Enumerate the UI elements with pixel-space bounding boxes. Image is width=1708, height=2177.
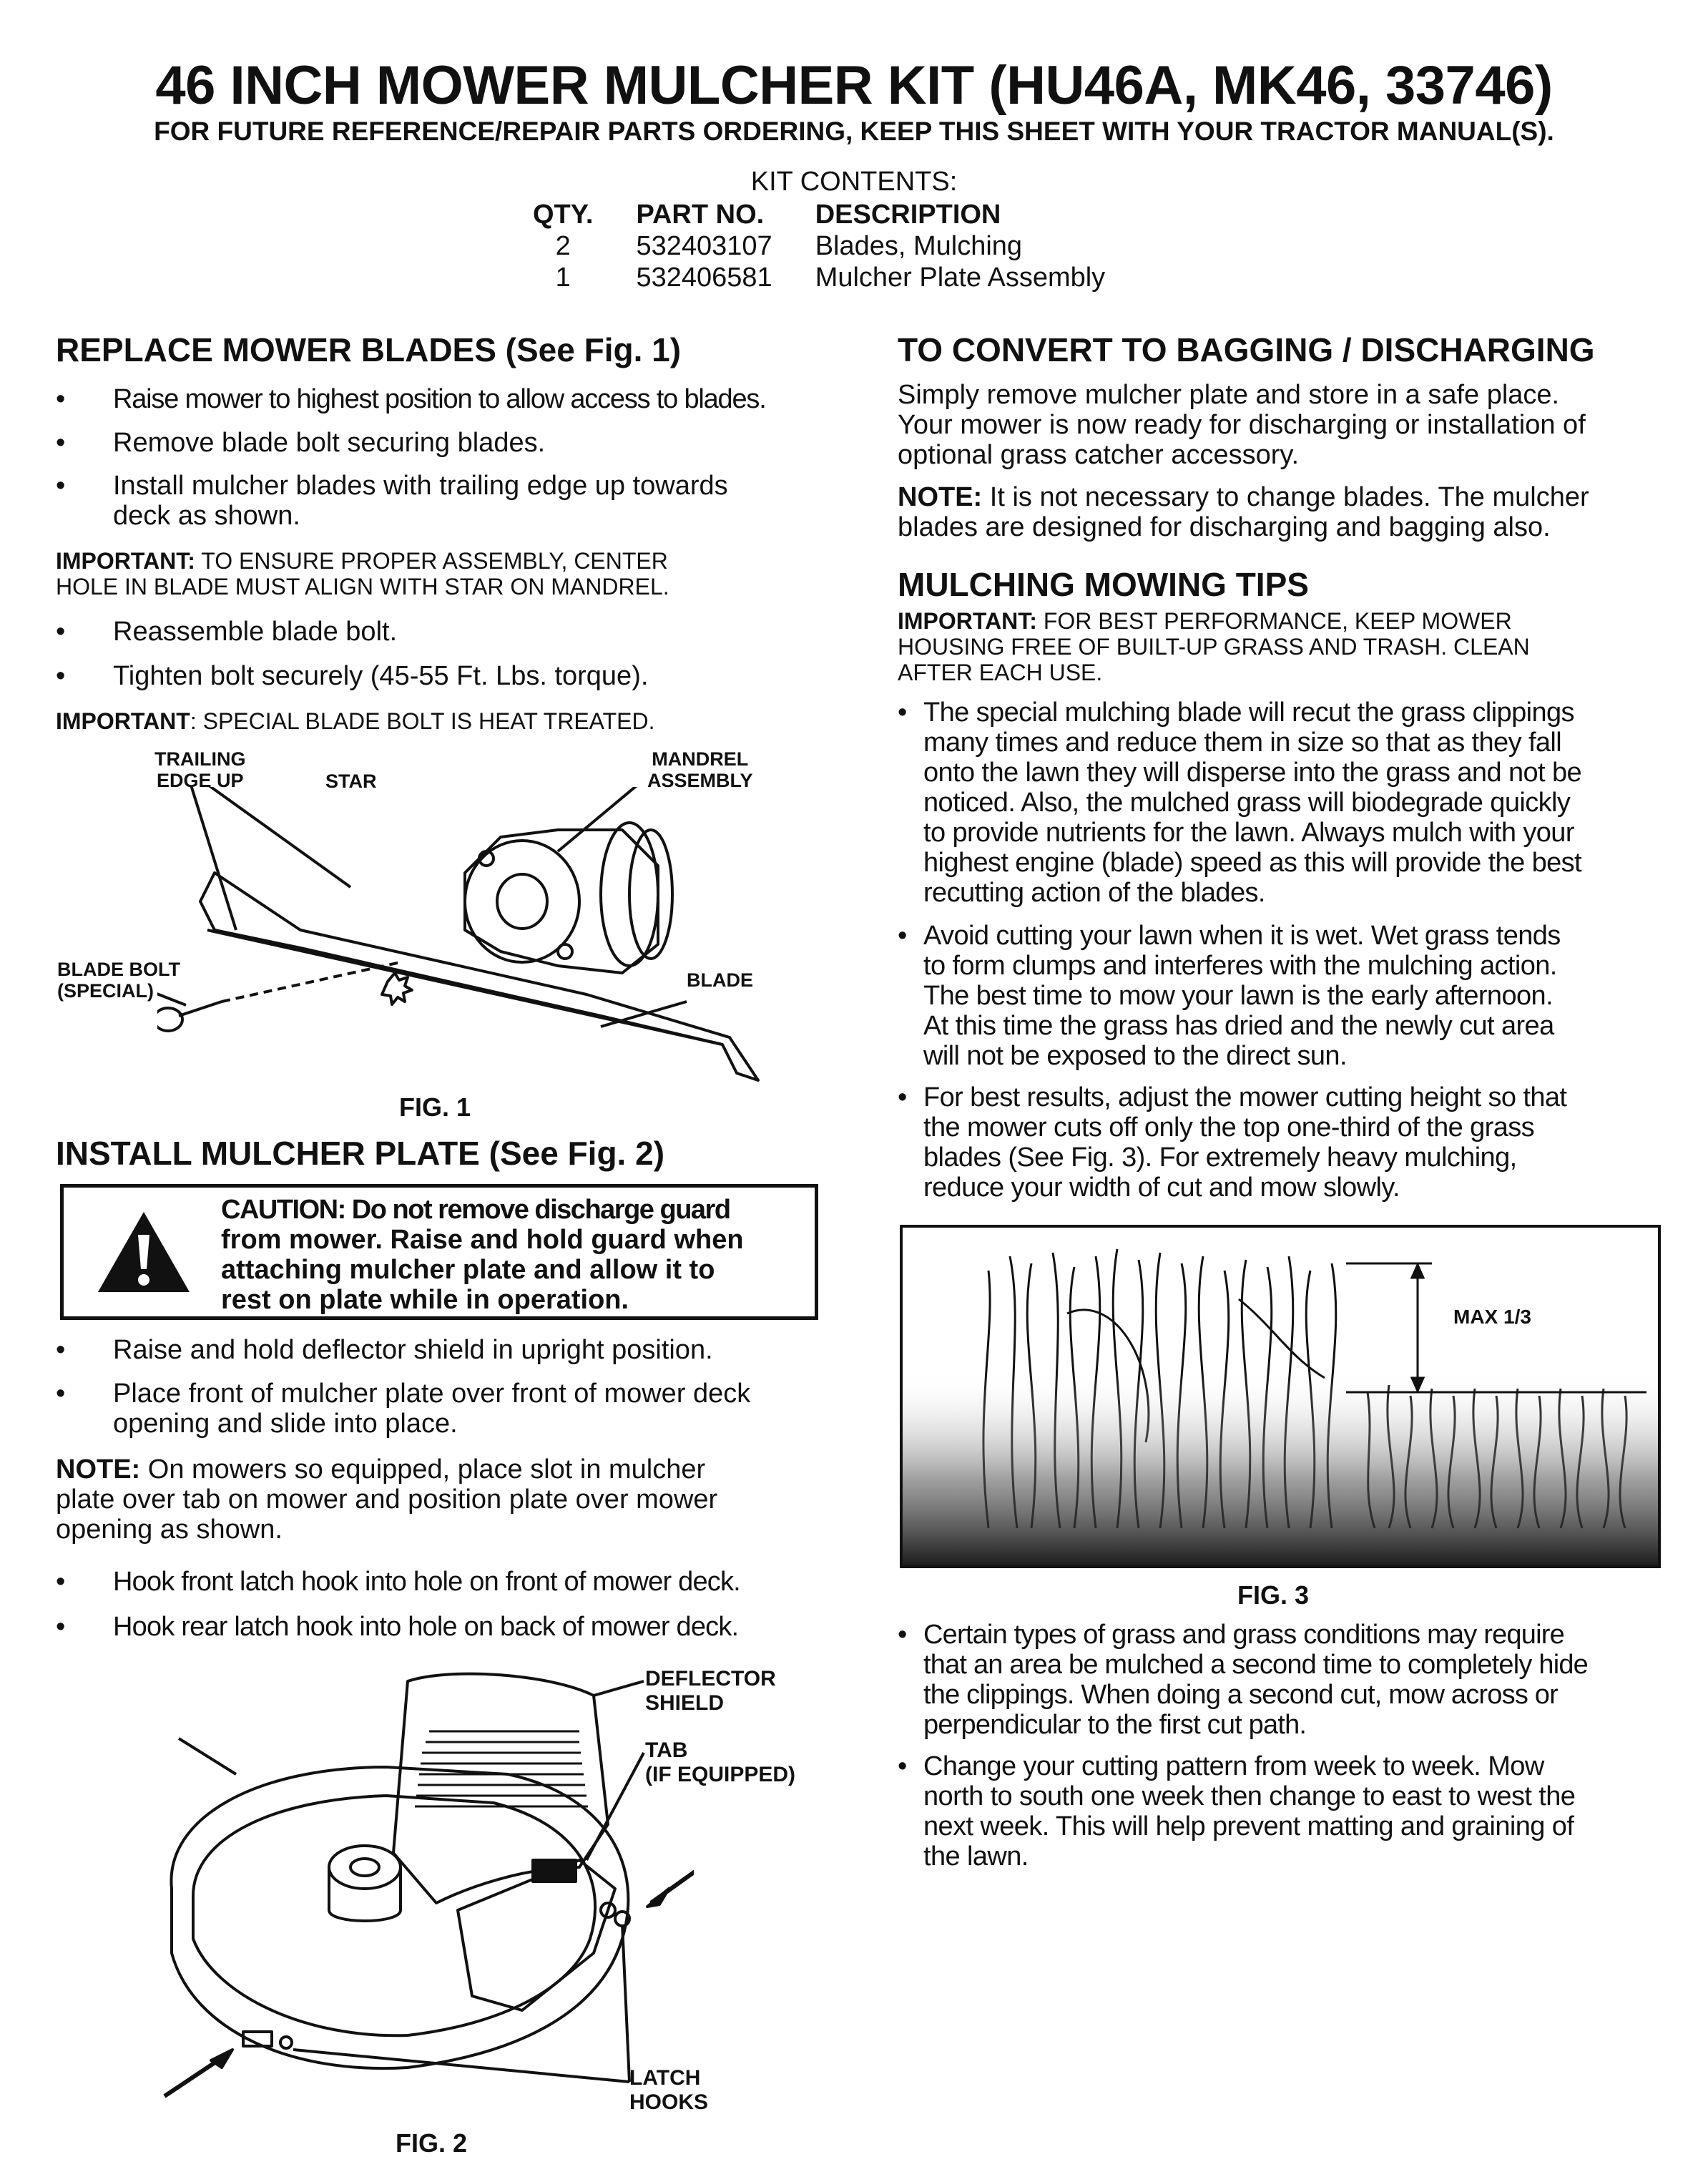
bullet-text: Install mulcher blades with trailing edge up towards <box>113 471 728 501</box>
qty-cell: 1 <box>555 263 571 293</box>
note-paragraph: NOTE: On mowers so equipped, place slot in mulcher plate over tab on mower and position plate over mower opening as shown. <box>56 1454 718 1545</box>
qty-cell: 2 <box>555 231 571 261</box>
note-label: NOTE: <box>898 482 983 512</box>
fig2-label-tab: TAB (IF EQUIPPED) <box>645 1738 796 1786</box>
fig1-label-mandrel: MANDREL ASSEMBLY <box>647 748 753 791</box>
bullet: • <box>898 698 908 728</box>
col-desc: DESCRIPTION <box>815 200 1001 230</box>
table-row <box>533 230 1148 262</box>
bullet: • <box>56 1335 66 1365</box>
install-plate-heading: INSTALL MULCHER PLATE (See Fig. 2) <box>56 1135 665 1172</box>
bullet-text: Avoid cutting your lawn when it is wet. Wet grass tends to form clumps and interferes with the mulching action. The best time to mow your lawn is the early afternoon. At this time the grass has dried and the newly cut area will not be exposed to the direct sun. <box>923 921 1561 1071</box>
tab <box>533 1860 576 1882</box>
convert-heading: TO CONVERT TO BAGGING / DISCHARGING <box>898 331 1595 368</box>
convert-note: NOTE: It is not necessary to change blades. The mulcher blades are designed for discharging and bagging also. <box>898 482 1589 542</box>
fig1-label-blade-bolt: BLADE BOLT (SPECIAL) <box>57 959 180 1002</box>
bullet-text: Raise mower to highest position to allow access to blades. <box>113 384 766 414</box>
bullet-text: For best results, adjust the mower cutting height so that the mower cuts off only the top one-third of the grass blades (See Fig. 3). For extremely heavy mulching, reduce your width of cut and mow slowly. <box>923 1082 1567 1203</box>
bullet-text: Hook front latch hook into hole on front of mower deck. <box>113 1567 740 1597</box>
bullet: • <box>56 661 66 691</box>
important-label: IMPORTANT: <box>56 548 195 574</box>
spindle <box>329 1846 401 1889</box>
bullet-text: Hook rear latch hook into hole on back of mower deck. <box>113 1612 739 1642</box>
important-note-1 <box>56 548 835 600</box>
fig1-blade-diagram <box>157 787 815 1087</box>
bullet: • <box>56 617 66 647</box>
page-title: 46 INCH MOWER MULCHER KIT (HU46A, MK46, 33746) <box>155 55 1553 116</box>
bullet: • <box>898 921 908 951</box>
star-hole <box>382 973 412 1004</box>
important-label: IMPORTANT <box>56 708 190 734</box>
fig3-max-label: MAX 1/3 <box>1453 1306 1531 1328</box>
bullet: • <box>56 1379 66 1409</box>
blade-shape <box>200 873 758 1080</box>
bullet-text: Reassemble blade bolt. <box>113 617 398 647</box>
col-part: PART NO. <box>636 200 765 230</box>
bullet-text: The special mulching blade will recut the grass clippings many times and reduce them in size so that as they fall onto the lawn they will disperse into the grass and not be noticed. Also, the mulched grass will biodegrade quickly to provide nutrients for the lawn. Always mulch with your highest engine (blade) speed as this will provide the best recutting action of the blades. <box>923 698 1582 908</box>
note-label: NOTE: <box>56 1454 141 1484</box>
kit-contents-table <box>533 199 1148 293</box>
important-text: HOLE IN BLADE MUST ALIGN WITH STAR ON MANDREL. <box>56 574 669 600</box>
bullet-text: Place front of mulcher plate over front of mower deck <box>113 1379 751 1409</box>
bullet: • <box>56 1567 66 1597</box>
convert-paragraph: Simply remove mulcher plate and store in a safe place. Your mower is now ready for discharging or installation of optional grass catcher accessory. <box>898 380 1586 470</box>
fig2-label-deflector: DEFLECTOR SHIELD <box>645 1667 776 1715</box>
tips-important: IMPORTANT: FOR BEST PERFORMANCE, KEEP MOWER HOUSING FREE OF BUILT-UP GRASS AND TRASH. CLEAN AFTER EACH USE. <box>898 608 1530 685</box>
kit-contents-heading: KIT CONTENTS: <box>750 167 958 197</box>
tips-heading: MULCHING MOWING TIPS <box>898 566 1309 603</box>
desc-cell: Blades, Mulching <box>815 231 1023 261</box>
fig1-label-blade: BLADE <box>687 969 753 991</box>
fig2-caption: FIG. 2 <box>396 2128 468 2158</box>
col-qty: QTY. <box>533 200 594 230</box>
important-text: TO ENSURE PROPER ASSEMBLY, CENTER <box>195 548 668 574</box>
important-text: : SPECIAL BLADE BOLT IS HEAT TREATED. <box>190 708 655 734</box>
table-row <box>533 262 1148 293</box>
bullet: • <box>56 384 66 414</box>
bullet: • <box>56 1612 66 1642</box>
bullet-text: Certain types of grass and grass conditions may require that an area be mulched a second time to completely hide the clippings. When doing a second cut, mow across or perpendicular to the first cut path. <box>923 1620 1589 1740</box>
replace-blades-heading: REPLACE MOWER BLADES (See Fig. 1) <box>56 331 682 368</box>
caution-text: CAUTION: Do not remove discharge guard from mower. Raise and hold guard when attaching mulcher plate and allow it to rest on plate while in operation. <box>221 1195 744 1315</box>
bullet: • <box>56 471 66 501</box>
bullet-text: Remove blade bolt securing blades. <box>113 428 546 458</box>
fig3-grass-diagram <box>903 1228 1658 1565</box>
bullet: • <box>898 1082 908 1112</box>
part-cell: 532403107 <box>636 231 772 261</box>
kit-header-row <box>533 199 1148 230</box>
fig1-caption: FIG. 1 <box>399 1092 471 1122</box>
mower-deck <box>171 1767 628 2068</box>
fig3-box <box>900 1225 1661 1568</box>
fig1-label-trailing: TRAILING EDGE UP <box>154 748 246 791</box>
page-subtitle: FOR FUTURE REFERENCE/REPAIR PARTS ORDERING, KEEP THIS SHEET WITH YOUR TRACTOR MANUAL(S). <box>154 117 1554 146</box>
important-label: IMPORTANT: <box>898 608 1037 634</box>
bullet-text: Tighten bolt securely (45-55 Ft. Lbs. torque). <box>113 661 649 691</box>
bullet: • <box>56 428 66 458</box>
bullet: • <box>898 1620 908 1650</box>
fig2-mulcher-plate-diagram <box>150 1653 694 2110</box>
part-cell: 532406581 <box>636 263 772 293</box>
bullet-text: Change your cutting pattern from week to week. Mow north to south one week then change to east to west the next week. This will help prevent matting and graining of the lawn. <box>923 1751 1576 1872</box>
desc-cell: Mulcher Plate Assembly <box>815 263 1106 293</box>
fig3-caption: FIG. 3 <box>1237 1580 1310 1610</box>
fig2-label-latch: LATCH HOOKS <box>629 2066 709 2114</box>
bullet-text-cont: opening and slide into place. <box>113 1409 458 1439</box>
bullet-text: Raise and hold deflector shield in upright position. <box>113 1335 713 1365</box>
bullet-text-cont: deck as shown. <box>113 501 300 531</box>
fig1-label-star: STAR <box>325 770 377 792</box>
warning-triangle-icon <box>94 1208 194 1296</box>
important-note-2 <box>56 708 655 734</box>
bullet: • <box>898 1751 908 1781</box>
caution-box <box>60 1184 818 1320</box>
blade-bolt <box>157 1008 182 1031</box>
